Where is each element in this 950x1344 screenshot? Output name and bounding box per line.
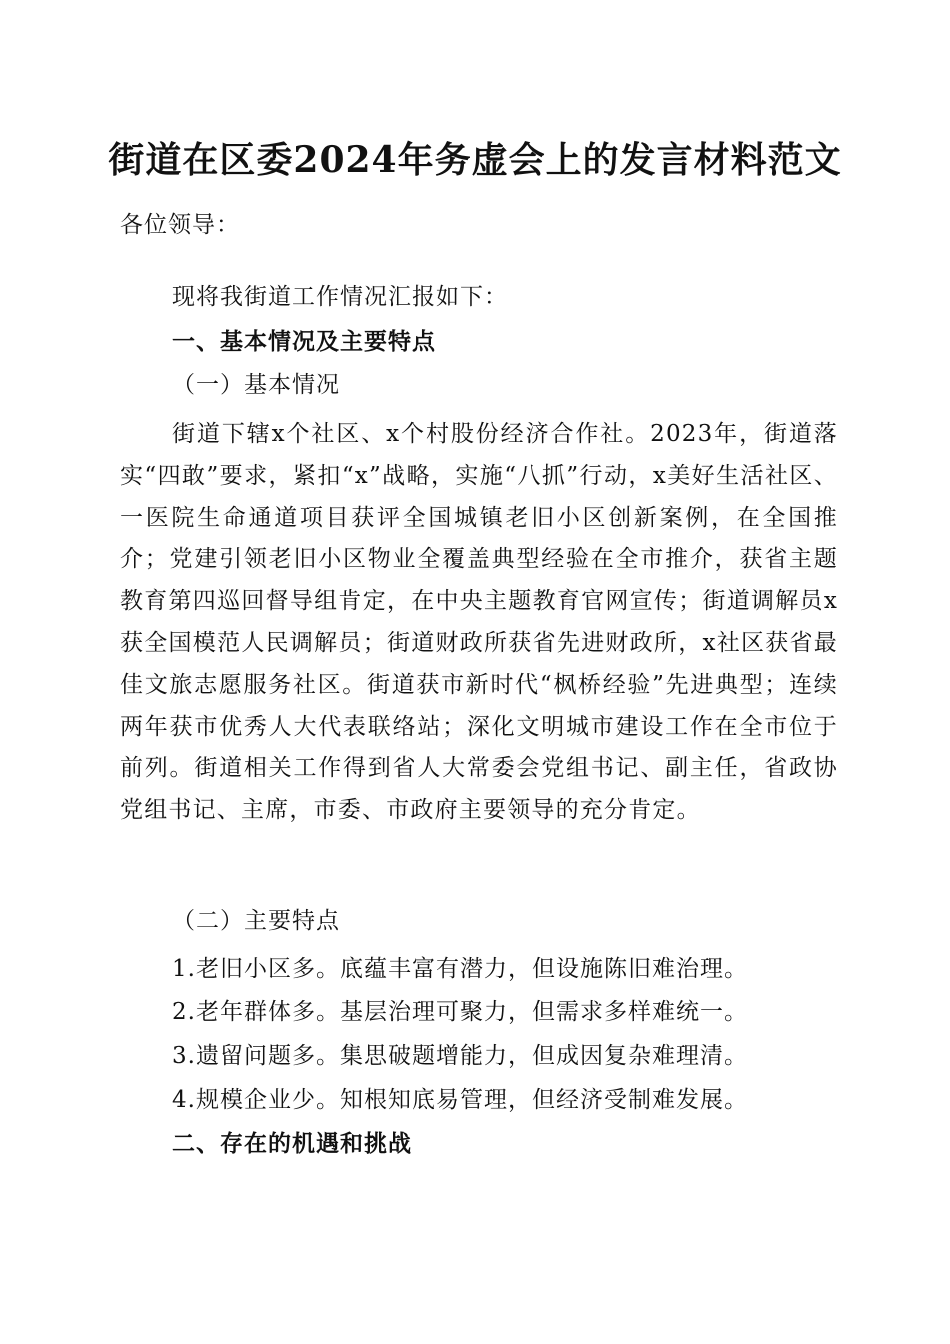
feature-item-4: 4.规模企业少。知根知底易管理，但经济受制难发展。 [172,1087,748,1113]
section-2-heading: 二、存在的机遇和挑战 [172,1131,412,1157]
section-1-heading: 一、基本情况及主要特点 [172,329,436,355]
subsection-2-heading: （二）主要特点 [172,908,340,934]
feature-item-1: 1.老旧小区多。底蕴丰富有潜力，但设施陈旧难治理。 [172,956,748,982]
basic-situation-paragraph: 街道下辖x个社区、x个村股份经济合作社。2023年，街道落实“四敢”要求，紧扣“x”战略，实施“八抓”行动，x美好生活社区、一医院生命通道项目获评全国城镇老旧小区创新案例，在全国推介；党建引领老旧小区物业全覆盖典型经验在全市推介，获省主题教育第四巡回督导组肯定，在中央主题教育官网宣传；街道调解员x获全国模范人民调解员；街道财政所获省先进财政所，x社区获省最佳文旅志愿服务社区。街道获市新时代“枫桥经验”先进典型；连续两年获市优秀人大代表联络站；深化文明城市建设工作在全市位于前列。街道相关工作得到省人大常委会党组书记、副主任，省政协党组书记、主席，市委、市政府主要领导的充分肯定。 [120,421,838,824]
subsection-1-heading: （一）基本情况 [172,372,340,398]
document-title: 街道在区委2024年务虚会上的发言材料范文 [108,139,842,181]
salutation: 各位领导： [120,212,240,238]
intro-line: 现将我街道工作情况汇报如下： [172,284,508,310]
feature-item-3: 3.遗留问题多。集思破题增能力，但成因复杂难理清。 [172,1043,748,1069]
feature-item-2: 2.老年群体多。基层治理可聚力，但需求多样难统一。 [172,999,748,1025]
